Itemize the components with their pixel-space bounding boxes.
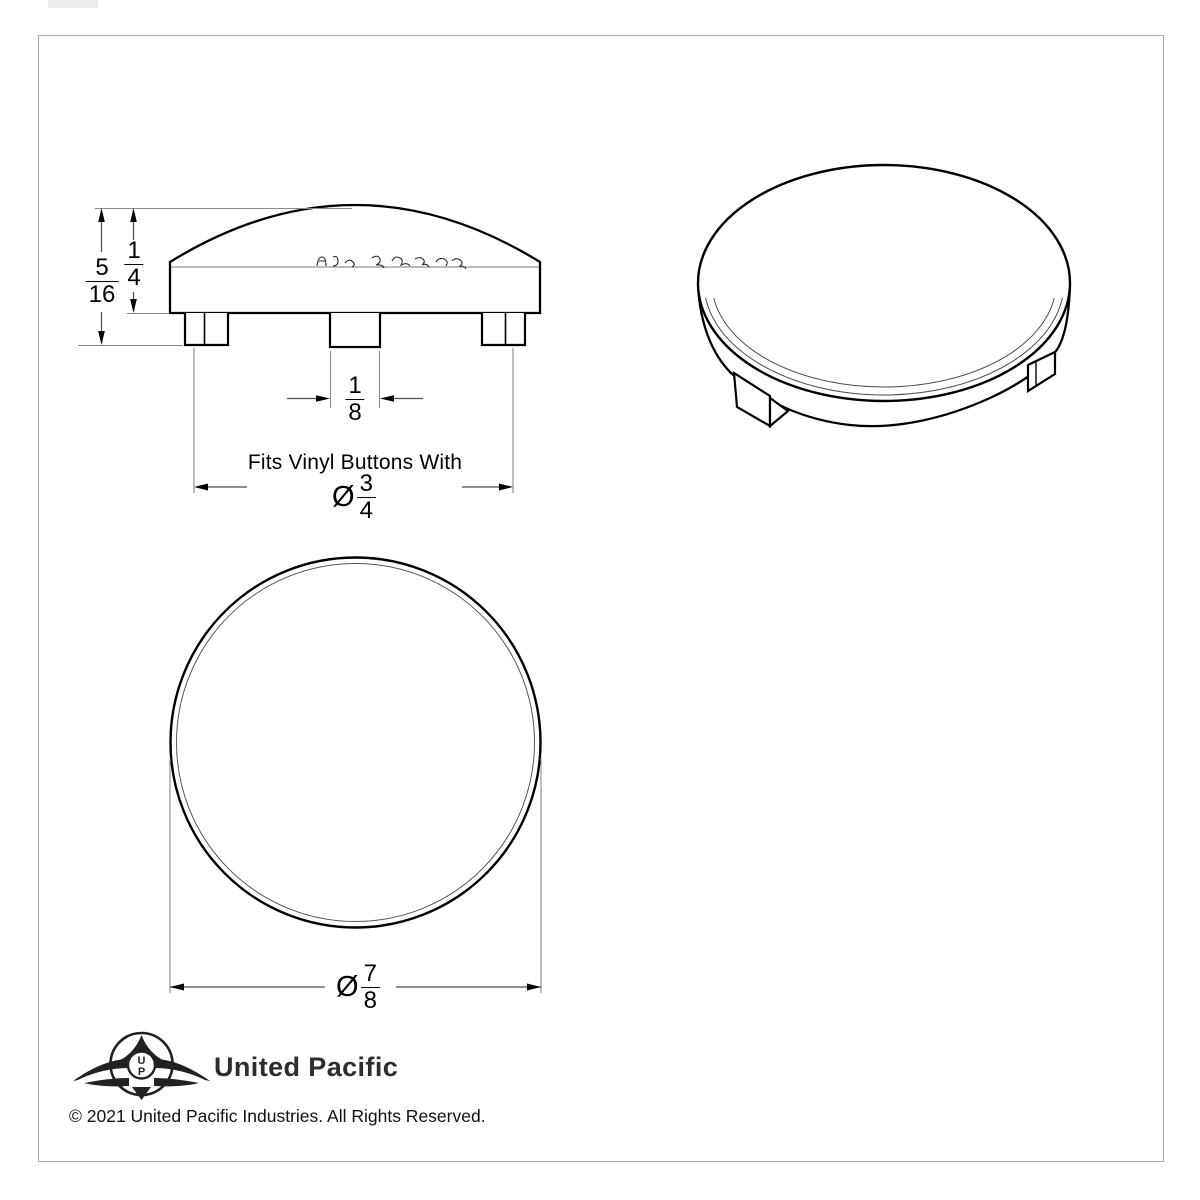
dim-denominator: 4 bbox=[124, 265, 143, 291]
dimension-dome-height bbox=[124, 239, 143, 291]
fit-note-label: Fits Vinyl Buttons With bbox=[247, 451, 463, 474]
logo-monogram-u: U bbox=[137, 1055, 146, 1067]
diameter-symbol: Ø bbox=[336, 971, 359, 1004]
dimension-total-height bbox=[86, 256, 119, 308]
dim-numerator: 3 bbox=[359, 470, 373, 498]
arrowhead bbox=[130, 299, 137, 313]
cap-outline bbox=[170, 205, 540, 313]
cap-top-ellipse bbox=[698, 165, 1070, 401]
arrowhead bbox=[194, 484, 208, 491]
arrowhead bbox=[499, 484, 513, 491]
dimension-fit-diameter bbox=[332, 472, 376, 524]
dim-denominator: 8 bbox=[361, 988, 380, 1014]
outer-diameter-circle bbox=[171, 558, 541, 928]
mounting-prongs-side bbox=[185, 313, 525, 347]
side-view bbox=[170, 205, 540, 347]
dim-numerator: 1 bbox=[348, 372, 362, 400]
united-pacific-logo-icon bbox=[73, 1033, 210, 1100]
dim-numerator: 5 bbox=[95, 254, 109, 282]
arrowhead bbox=[130, 208, 137, 222]
dim-denominator: 4 bbox=[357, 498, 376, 524]
copyright-text: © 2021 United Pacific Industries. All Rights Reserved. bbox=[69, 1106, 486, 1126]
perspective-view bbox=[698, 165, 1070, 426]
arrowhead bbox=[316, 395, 330, 402]
brand-name: United Pacific bbox=[214, 1052, 399, 1082]
dim-numerator: 1 bbox=[127, 237, 141, 265]
dim-denominator: 16 bbox=[86, 282, 119, 308]
dimension-tab-width bbox=[345, 374, 364, 426]
dimension-outer-diameter bbox=[336, 962, 380, 1014]
arrowhead bbox=[527, 984, 541, 991]
arrowhead bbox=[170, 984, 184, 991]
arrowhead bbox=[98, 331, 105, 345]
dim-numerator: 7 bbox=[363, 960, 377, 988]
arrowhead bbox=[98, 208, 105, 222]
dim-denominator: 8 bbox=[345, 400, 364, 426]
logo-monogram-p: P bbox=[137, 1066, 146, 1078]
bottom-view bbox=[170, 558, 541, 994]
arrowhead bbox=[380, 395, 394, 402]
diameter-symbol: Ø bbox=[332, 481, 355, 514]
